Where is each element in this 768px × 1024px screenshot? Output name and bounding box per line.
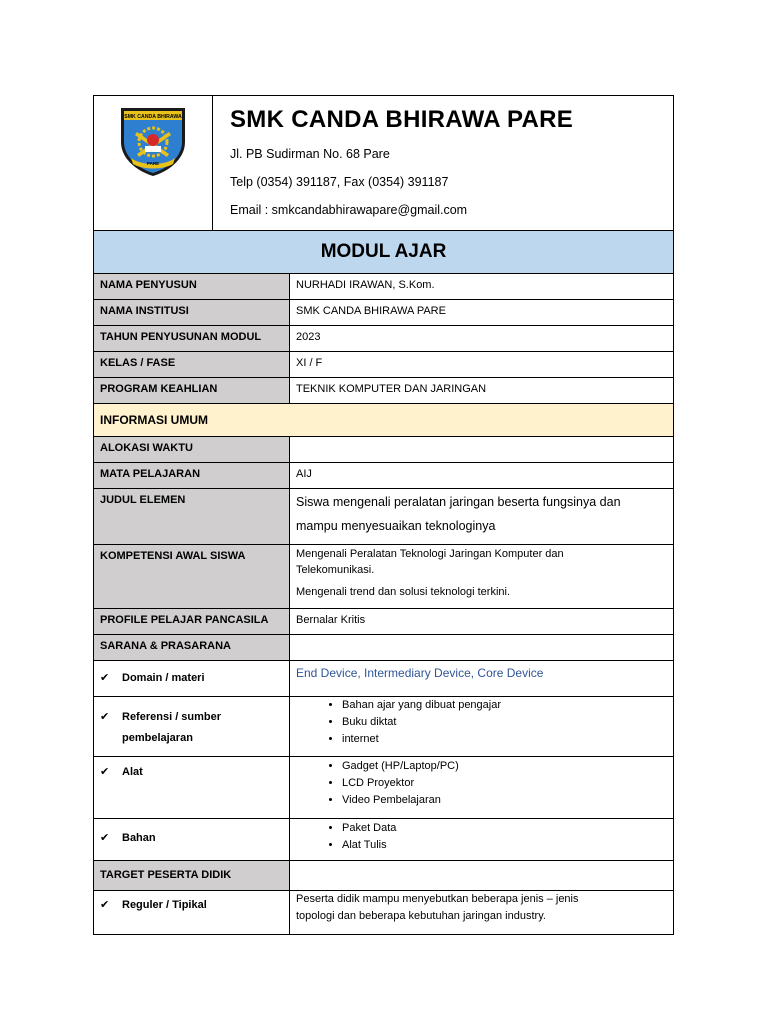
section-informasi-umum: INFORMASI UMUM	[94, 403, 673, 436]
check-icon: ✔	[100, 672, 110, 684]
sarana-row	[94, 634, 673, 660]
identity-value: XI / F	[296, 357, 323, 369]
bahan-label-cell	[94, 819, 290, 860]
identity-label: PROGRAM KEAHLIAN	[94, 378, 290, 403]
list-item: • internet	[342, 731, 667, 748]
bahan-list	[296, 820, 667, 854]
referensi-label-cell	[94, 697, 290, 756]
reguler-row	[94, 890, 673, 934]
sarana-label: SARANA & PRASARANA	[94, 635, 290, 660]
check-icon: ✔	[100, 766, 110, 778]
reguler-label-cell	[94, 891, 290, 934]
identity-row	[94, 273, 673, 299]
logo-text-bottom: PARE	[146, 161, 160, 166]
reguler-label: Reguler / Tipikal	[122, 899, 207, 911]
target-label: TARGET PESERTA DIDIK	[94, 861, 290, 890]
referensi-list	[296, 697, 667, 748]
module-document	[93, 95, 674, 935]
alat-label: Alat	[122, 766, 143, 778]
module-title: MODUL AJAR	[94, 230, 673, 273]
bahan-list-cell	[290, 819, 673, 860]
identity-label: KELAS / FASE	[94, 352, 290, 377]
target-value	[290, 861, 673, 890]
kompetensi-value	[290, 545, 673, 608]
referensi-label: Referensi / sumber	[122, 711, 222, 723]
school-info	[213, 96, 673, 230]
check-icon: ✔	[100, 899, 110, 911]
alat-list	[296, 758, 667, 809]
list-item: • Gadget (HP/Laptop/PC)	[342, 758, 667, 775]
identity-row	[94, 377, 673, 403]
alokasi-label: ALOKASI WAKTU	[94, 437, 290, 462]
identity-label: TAHUN PENYUSUNAN MODUL	[94, 326, 290, 351]
reguler-value	[290, 891, 673, 934]
identity-label: NAMA INSTITUSI	[94, 300, 290, 325]
referensi-list-cell	[290, 697, 673, 756]
identity-row	[94, 299, 673, 325]
kompetensi-row	[94, 544, 673, 608]
profil-value: Bernalar Kritis	[296, 614, 366, 626]
identity-value: NURHADI IRAWAN, S.Kom.	[296, 279, 435, 291]
referensi-row	[94, 696, 673, 756]
identity-value: 2023	[296, 331, 321, 343]
list-item: • Alat Tulis	[342, 837, 667, 854]
kompetensi-line: Mengenali Peralatan Teknologi Jaringan Komputer dan	[296, 548, 564, 560]
mapel-row	[94, 462, 673, 488]
list-item: • LCD Proyektor	[342, 775, 667, 792]
bahan-label: Bahan	[122, 832, 156, 844]
alokasi-row	[94, 436, 673, 462]
identity-label: NAMA PENYUSUN	[94, 274, 290, 299]
list-item: • Video Pembelajaran	[342, 792, 667, 809]
domain-label: Domain / materi	[122, 672, 205, 684]
alat-label-cell	[94, 757, 290, 818]
school-logo	[115, 102, 191, 178]
identity-row	[94, 325, 673, 351]
kompetensi-label: KOMPETENSI AWAL SISWA	[94, 545, 290, 608]
alokasi-value	[290, 437, 673, 462]
list-item: • Paket Data	[342, 820, 667, 837]
alat-row	[94, 756, 673, 818]
alat-list-cell	[290, 757, 673, 818]
domain-label-cell	[94, 661, 290, 696]
reguler-line: topologi dan beberapa kebutuhan jaringan industry.	[296, 910, 546, 922]
judul-line: mampu menyesuaikan teknologinya	[296, 519, 496, 533]
judul-line: Siswa mengenali peralatan jaringan beserta fungsinya dan	[296, 495, 621, 509]
sarana-value	[290, 635, 673, 660]
judul-row	[94, 488, 673, 544]
judul-label: JUDUL ELEMEN	[94, 489, 290, 544]
profil-row	[94, 608, 673, 634]
mapel-value: AIJ	[296, 468, 312, 480]
school-email: Email : smkcandabhirawapare@gmail.com	[230, 203, 468, 217]
logo-cell	[94, 96, 213, 230]
bahan-row	[94, 818, 673, 860]
domain-value: End Device, Intermediary Device, Core Device	[296, 666, 544, 680]
identity-row	[94, 351, 673, 377]
school-name: SMK CANDA BHIRAWA PARE	[230, 106, 574, 133]
mapel-label: MATA PELAJARAN	[94, 463, 290, 488]
referensi-label: pembelajaran	[122, 732, 193, 744]
school-header	[94, 96, 673, 230]
school-phone: Telp (0354) 391187, Fax (0354) 391187	[230, 175, 449, 189]
kompetensi-line: Telekomunikasi.	[296, 564, 375, 576]
profil-label: PROFILE PELAJAR PANCASILA	[94, 609, 290, 634]
identity-value: SMK CANDA BHIRAWA PARE	[296, 305, 446, 317]
judul-value	[290, 489, 673, 544]
school-address: Jl. PB Sudirman No. 68 Pare	[230, 147, 390, 161]
logo-text-top: SMK CANDA BHIRAWA	[124, 114, 182, 120]
target-row	[94, 860, 673, 890]
check-icon: ✔	[100, 711, 110, 723]
reguler-line: Peserta didik mampu menyebutkan beberapa jenis – jenis	[296, 893, 579, 905]
list-item: • Buku diktat	[342, 714, 667, 731]
check-icon: ✔	[100, 832, 110, 844]
identity-value: TEKNIK KOMPUTER DAN JARINGAN	[296, 383, 487, 395]
list-item: • Bahan ajar yang dibuat pengajar	[342, 697, 667, 714]
domain-row	[94, 660, 673, 696]
kompetensi-line: Mengenali trend dan solusi teknologi terkini.	[296, 586, 511, 598]
